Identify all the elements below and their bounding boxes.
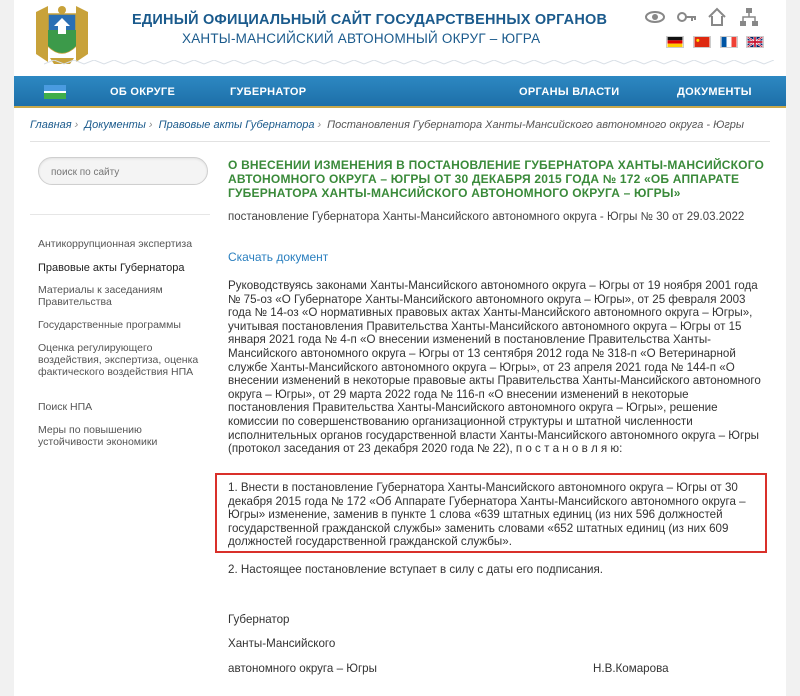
signature-title-3: автономного округа – Югры (228, 662, 377, 675)
french-flag-icon[interactable] (720, 36, 738, 48)
nav-item-authorities[interactable]: ОРГАНЫ ВЛАСТИ (519, 86, 620, 98)
sidebar-item-npa-search[interactable]: Поиск НПА (38, 401, 93, 413)
sidebar-item-governor-acts[interactable]: Правовые акты Губернатора (38, 262, 185, 274)
sidebar-item-economy-measures[interactable]: Меры по повышению устойчивости экономики (38, 424, 158, 448)
page-margin-right (786, 0, 800, 696)
nav-item-governor[interactable]: ГУБЕРНАТОР (230, 86, 307, 98)
language-switcher (666, 36, 766, 50)
breadcrumb-documents[interactable]: Документы (84, 119, 146, 131)
sidebar-divider (30, 214, 210, 215)
german-flag-icon[interactable] (666, 36, 684, 48)
key-icon[interactable] (676, 6, 698, 28)
document-preamble: Руководствуясь законами Ханты-Мансийского автономного округа – Югры от 19 ноября 2001 года № 75-оз «О Губернаторе Ханты-Мансийского автономного округа – Югры», от 25 февраля 2003 года № 14-оз «О нормативных правовых актах Ханты-Мансийского автономного округа – Югры», учитывая постановления Правительства Ханты-Мансийского автономного округа – Югры от 15 января 2021 года № 4-п «О внесении изменений в постановление Правительства Ханты-Мансийского автономного округа – Югры от 13 сентября 2012 года № 318-п «О Ветеринарной службе Ханты-Мансийского автономного округа – Югры», от 23 апреля 2021 года № 144-п «О внесении изменений в некоторые правовые акты Правительства Ханты-Мансийского автономного округа – Югры», от 29 марта 2022 года № 116-п «О внесении изменений в некоторые постановления Правительства Ханты-Мансийского автономного округа – Югры», решение комиссии по совершенствованию организационной структуры и штатной численности исполнительных органов государственной власти Ханты-Мансийского автономного округа – Югры (протокол заседания от 23 декабря 2020 года № 22), п о с т а н о в л я ю: (228, 279, 761, 456)
sidebar-item-regulatory-impact[interactable]: Оценка регулирующего воздействия, экспертиза, оценка фактического воздействия НПА (38, 342, 199, 378)
breadcrumb-divider (30, 141, 770, 142)
sidebar-item-anticorruption[interactable]: Антикоррупционная экспертиза (38, 238, 193, 250)
site-subtitle: ХАНТЫ-МАНСИЙСКИЙ АВТОНОМНЫЙ ОКРУГ – ЮГРА (182, 31, 541, 46)
header-ornament (44, 60, 774, 68)
breadcrumb-current: Постановления Губернатора Ханты-Мансийского автономного округа - Югры (327, 119, 744, 131)
site-title: ЕДИНЫЙ ОФИЦИАЛЬНЫЙ САЙТ ГОСУДАРСТВЕННЫХ ОРГАНОВ (132, 12, 608, 28)
regional-flag-icon (44, 85, 66, 99)
breadcrumb-home[interactable]: Главная (30, 119, 72, 131)
document-meta: постановление Губернатора Ханты-Мансийского автономного округа - Югры № 30 от 29.03.2022 (228, 211, 745, 223)
sidebar-item-state-programs[interactable]: Государственные программы (38, 319, 181, 331)
breadcrumb-separator: › (317, 119, 322, 131)
main-nav (14, 76, 786, 108)
sidebar-item-government-materials[interactable]: Материалы к заседаниям Правительства (38, 284, 163, 308)
search-input[interactable] (51, 164, 191, 180)
nav-item-okrug[interactable]: ОБ ОКРУГЕ (110, 86, 176, 98)
breadcrumb-separator: › (148, 119, 153, 131)
chinese-flag-icon[interactable] (693, 36, 711, 48)
eye-icon[interactable] (644, 6, 666, 28)
english-flag-icon[interactable] (746, 36, 764, 48)
signature-title-1: Губернатор (228, 613, 290, 626)
breadcrumb-separator: › (74, 119, 79, 131)
nav-item-documents[interactable]: ДОКУМЕНТЫ (677, 86, 752, 98)
search-box (38, 157, 208, 185)
breadcrumb (30, 119, 744, 131)
home-icon[interactable] (706, 6, 728, 28)
site-header (14, 0, 786, 72)
download-document-link[interactable]: Скачать документ (228, 250, 329, 264)
signature-title-2: Ханты-Мансийского (228, 637, 336, 650)
header-tools (644, 6, 764, 28)
sitemap-icon[interactable] (738, 6, 760, 28)
document-item-2: 2. Настоящее постановление вступает в силу с даты его подписания. (228, 563, 603, 576)
page-margin-left (0, 0, 14, 696)
breadcrumb-legal-acts[interactable]: Правовые акты Губернатора (158, 119, 315, 131)
signer-name: Н.В.Комарова (593, 662, 669, 675)
coat-of-arms-logo[interactable] (30, 4, 94, 66)
document-title: О ВНЕСЕНИИ ИЗМЕНЕНИЯ В ПОСТАНОВЛЕНИЕ ГУБЕРНАТОРА ХАНТЫ-МАНСИЙСКОГО АВТОНОМНОГО ОКРУГА – ЮГРЫ ОТ 30 ДЕКАБРЯ 2015 ГОДА № 172 «ОБ АППАРАТЕ ГУБЕРНАТОРА ХАНТЫ-МАНСИЙСКОГО АВТОНОМНОГО ОКРУГА – ЮГРЫ» (228, 158, 765, 200)
document-item-1: 1. Внести в постановление Губернатора Ханты-Мансийского автономного округа – Югры от 30 декабря 2015 года № 172 «Об Аппарате Губернатора Ханты-Мансийского автономного округа – Югры» изменение, заменив в пункте 1 слова «639 штатных единиц (из них 596 должностей государственной гражданской службы» заменить словами «652 штатных единиц (из них 609 должностей государственной гражданской службы». (228, 481, 746, 549)
